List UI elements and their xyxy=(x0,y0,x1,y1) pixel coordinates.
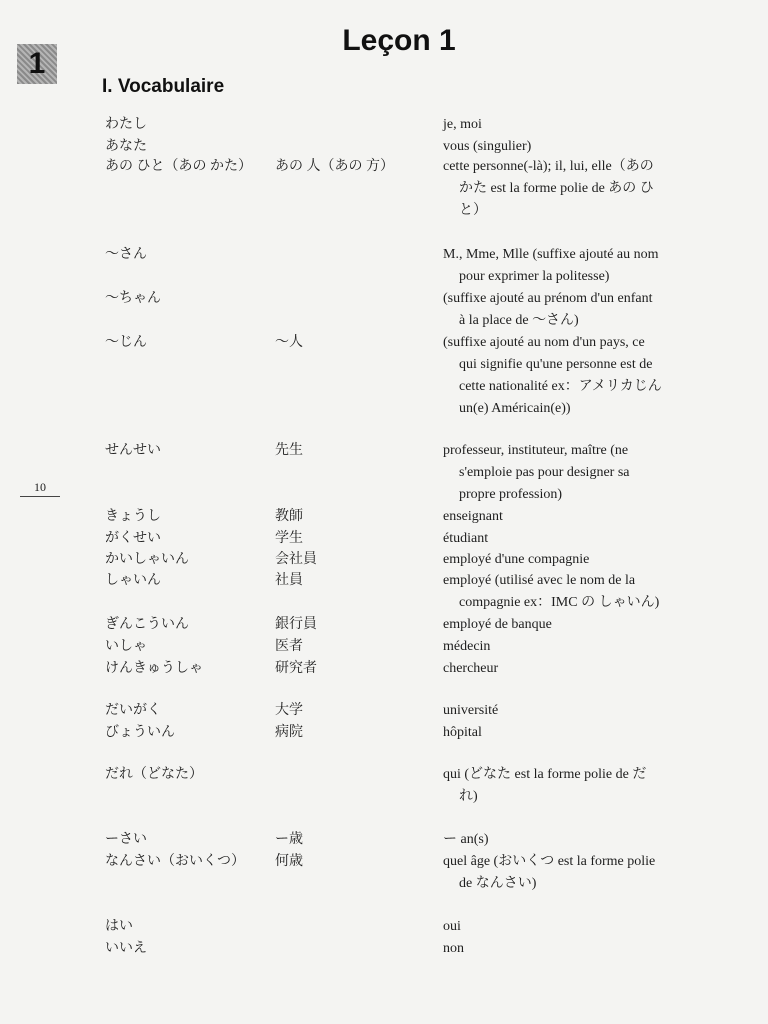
vocab-kanji: 病院 xyxy=(275,725,303,740)
vocab-meaning-line: médecin xyxy=(443,639,491,654)
vocab-meaning-line: pour exprimer la politesse) xyxy=(459,269,610,284)
vocab-meaning xyxy=(443,440,698,506)
vocab-kanji: 学生 xyxy=(275,531,303,546)
vocab-meaning-line: quel âge (おいくつ est la forme polie xyxy=(443,854,656,869)
vocab-kana: きょうし xyxy=(105,509,161,524)
vocab-kanji: 社員 xyxy=(275,573,303,588)
vocab-meaning-line: と） xyxy=(459,203,487,218)
vocab-meaning xyxy=(443,938,698,960)
vocab-kanji: あの 人（あの 方） xyxy=(275,159,394,174)
section-heading: I. Vocabulaire xyxy=(102,76,225,97)
vocab-meaning-line: qui signifie qu'une personne est de xyxy=(459,357,653,372)
vocab-meaning-line: M., Mme, Mlle (suffixe ajouté au nom xyxy=(443,247,659,262)
vocab-meaning xyxy=(443,722,698,744)
page-number: 10 xyxy=(20,480,60,497)
vocab-kana: はい xyxy=(105,919,133,934)
vocab-meaning-line: propre profession) xyxy=(459,487,563,502)
vocab-kana: がくせい xyxy=(105,531,161,546)
vocab-kana: いいえ xyxy=(105,941,147,956)
vocab-meaning-line: (suffixe ajouté au nom d'un pays, ce xyxy=(443,335,645,350)
vocab-meaning-line: vous (singulier) xyxy=(443,139,532,154)
vocab-kana: だいがく xyxy=(105,703,161,718)
vocab-meaning xyxy=(443,136,698,158)
vocab-kanji: 研究者 xyxy=(275,661,317,676)
vocab-kanji: 先生 xyxy=(275,443,303,458)
vocab-kana: ぎんこういん xyxy=(105,617,189,632)
vocab-meaning xyxy=(443,114,698,136)
vocab-kana: けんきゅうしゃ xyxy=(105,661,203,676)
vocab-meaning xyxy=(443,332,698,420)
vocab-meaning-line: de なんさい) xyxy=(459,876,537,891)
vocab-kanji: 会社員 xyxy=(275,552,317,567)
vocab-kana: せんせい xyxy=(105,443,161,458)
vocab-meaning xyxy=(443,244,698,288)
vocab-kana: 〜さん xyxy=(105,247,147,262)
vocab-meaning-line: hôpital xyxy=(443,725,482,740)
vocab-kanji: 〜人 xyxy=(275,335,303,350)
vocab-kanji: ー歳 xyxy=(275,832,303,847)
vocab-meaning xyxy=(443,851,698,895)
vocab-meaning-line: université xyxy=(443,703,499,718)
vocab-kana: あの ひと（あの かた） xyxy=(105,159,252,174)
vocab-kana: いしゃ xyxy=(105,639,147,654)
vocab-meaning-line: employé d'une compagnie xyxy=(443,552,590,567)
vocab-meaning xyxy=(443,614,698,636)
vocab-meaning-line: s'emploie pas pour designer sa xyxy=(459,465,630,480)
vocab-meaning-line: れ) xyxy=(459,789,478,804)
vocab-meaning-line: non xyxy=(443,941,464,956)
vocab-meaning-line: cette nationalité ex：アメリカじん xyxy=(459,379,662,394)
vocab-meaning-line: (suffixe ajouté au prénom d'un enfant xyxy=(443,291,653,306)
chapter-number: 1 xyxy=(28,47,46,80)
vocab-meaning-line: à la place de 〜さん) xyxy=(459,313,579,328)
vocab-meaning-line: professeur, instituteur, maître (ne xyxy=(443,443,629,458)
vocab-meaning xyxy=(443,288,698,332)
vocab-meaning xyxy=(443,700,698,722)
vocab-meaning xyxy=(443,658,698,680)
vocab-kana: しゃいん xyxy=(105,573,161,588)
vocab-meaning-line: qui (どなた est la forme polie de だ xyxy=(443,767,647,782)
vocab-meaning xyxy=(443,916,698,938)
vocab-kana: びょういん xyxy=(105,725,175,740)
vocab-meaning-line: employé (utilisé avec le nom de la xyxy=(443,573,636,588)
vocab-kanji: 教師 xyxy=(275,509,303,524)
vocab-meaning-line: enseignant xyxy=(443,509,503,524)
vocab-kana: ーさい xyxy=(105,832,147,847)
vocab-meaning-line: oui xyxy=(443,919,461,934)
vocab-kana: だれ（どなた） xyxy=(105,767,203,782)
vocab-kana: かいしゃいん xyxy=(105,552,189,567)
vocab-meaning xyxy=(443,549,698,571)
vocab-kana: わたし xyxy=(105,117,147,132)
page-title: Leçon 1 xyxy=(342,24,456,57)
vocab-kana: なんさい（おいくつ） xyxy=(105,854,245,869)
vocab-meaning xyxy=(443,570,698,614)
vocab-meaning xyxy=(443,506,698,528)
vocab-kanji: 医者 xyxy=(275,639,303,654)
vocab-meaning-line: ー an(s) xyxy=(443,832,489,847)
vocab-kanji: 大学 xyxy=(275,703,303,718)
vocab-meaning xyxy=(443,156,698,222)
vocab-meaning xyxy=(443,764,698,808)
vocab-meaning-line: かた est la forme polie de あの ひ xyxy=(459,181,654,196)
vocab-kanji: 何歳 xyxy=(275,854,303,869)
vocab-kanji: 銀行員 xyxy=(275,617,317,632)
vocab-meaning-line: cette personne(-là); il, lui, elle（あの xyxy=(443,159,654,174)
vocab-meaning-line: un(e) Américain(e)) xyxy=(459,401,571,416)
vocab-kana: 〜じん xyxy=(105,335,147,350)
vocab-meaning-line: je, moi xyxy=(443,117,482,132)
vocab-meaning-line: employé de banque xyxy=(443,617,552,632)
vocab-kana: あなた xyxy=(105,139,147,154)
vocab-meaning xyxy=(443,528,698,550)
vocab-meaning xyxy=(443,829,698,851)
vocab-kana: 〜ちゃん xyxy=(105,291,161,306)
vocab-meaning-line: compagnie ex：IMC の しゃいん) xyxy=(459,595,660,610)
vocab-meaning-line: chercheur xyxy=(443,661,499,676)
vocab-meaning xyxy=(443,636,698,658)
vocab-meaning-line: étudiant xyxy=(443,531,489,546)
